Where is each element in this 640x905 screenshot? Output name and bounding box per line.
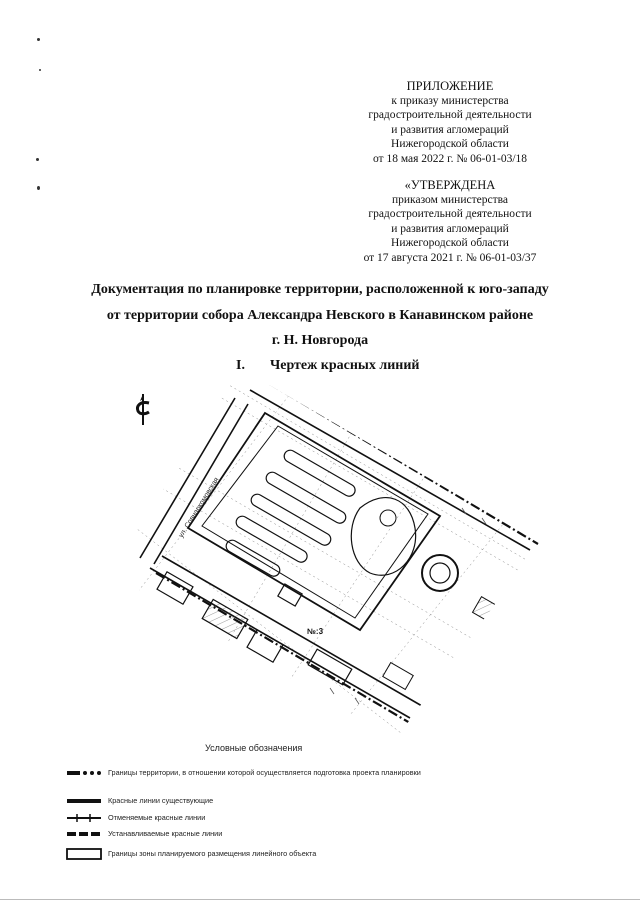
document-title-line: от территории собора Александра Невского в Канавинском районе — [106, 308, 534, 323]
scan-speck — [39, 69, 41, 71]
existing-red-line-symbol-icon — [66, 796, 102, 806]
legend-item-label: Границы территории, в отношении которой осуществляется подготовка проекта планировки — [108, 768, 421, 777]
legend-item-label: Отменяемые красные линии — [108, 813, 206, 822]
approval-date: от 17 августа 2021 г. № 06-01-03/37 — [363, 251, 537, 264]
plot-label: №:3 — [307, 627, 324, 636]
legend-heading: Условные обозначения — [205, 743, 303, 753]
appendix-line: градостроительной деятельности — [368, 109, 532, 122]
scan-speck — [36, 158, 39, 161]
street-label: ул. Совнаркомовская — [177, 476, 221, 540]
appendix-line: и развития агломераций — [391, 123, 509, 136]
appendix-block — [330, 79, 570, 167]
section-title: Чертеж красных линий — [269, 358, 420, 373]
red-lines-drawing — [110, 368, 540, 740]
approval-line: Нижегородской области — [391, 237, 509, 250]
legend-item-label: Устанавливаемые красные линии — [108, 829, 223, 838]
approval-line: градостроительной деятельности — [368, 208, 532, 221]
appendix-date: от 18 мая 2022 г. № 06-01-03/18 — [372, 152, 528, 165]
approval-title: «УТВЕРЖДЕНА — [404, 178, 496, 192]
approval-block — [330, 178, 570, 266]
section-number: I. — [236, 358, 245, 373]
appendix-line: Нижегородской области — [391, 138, 509, 151]
cancelled-red-line-symbol-icon — [66, 813, 102, 823]
scan-edge-line — [0, 899, 640, 900]
document-title-line: г. Н. Новгорода — [271, 333, 369, 348]
scan-speck — [37, 186, 40, 190]
appendix-line: к приказу министерства — [391, 94, 509, 107]
appendix-title: ПРИЛОЖЕНИЕ — [406, 79, 494, 93]
linear-object-zone-symbol-icon — [66, 848, 102, 860]
document-title-line: Документация по планировке территории, расположенной к юго-западу — [91, 282, 549, 297]
established-red-line-symbol-icon — [66, 829, 102, 839]
territory-boundary-symbol-icon — [66, 768, 102, 778]
scan-speck — [37, 38, 40, 41]
approval-line: приказом министерства — [392, 193, 508, 206]
approval-line: и развития агломераций — [391, 222, 509, 235]
legend-item-label: Красные линии существующие — [108, 796, 214, 805]
legend-item-label: Границы зоны планируемого размещения линейного объекта — [108, 849, 317, 858]
